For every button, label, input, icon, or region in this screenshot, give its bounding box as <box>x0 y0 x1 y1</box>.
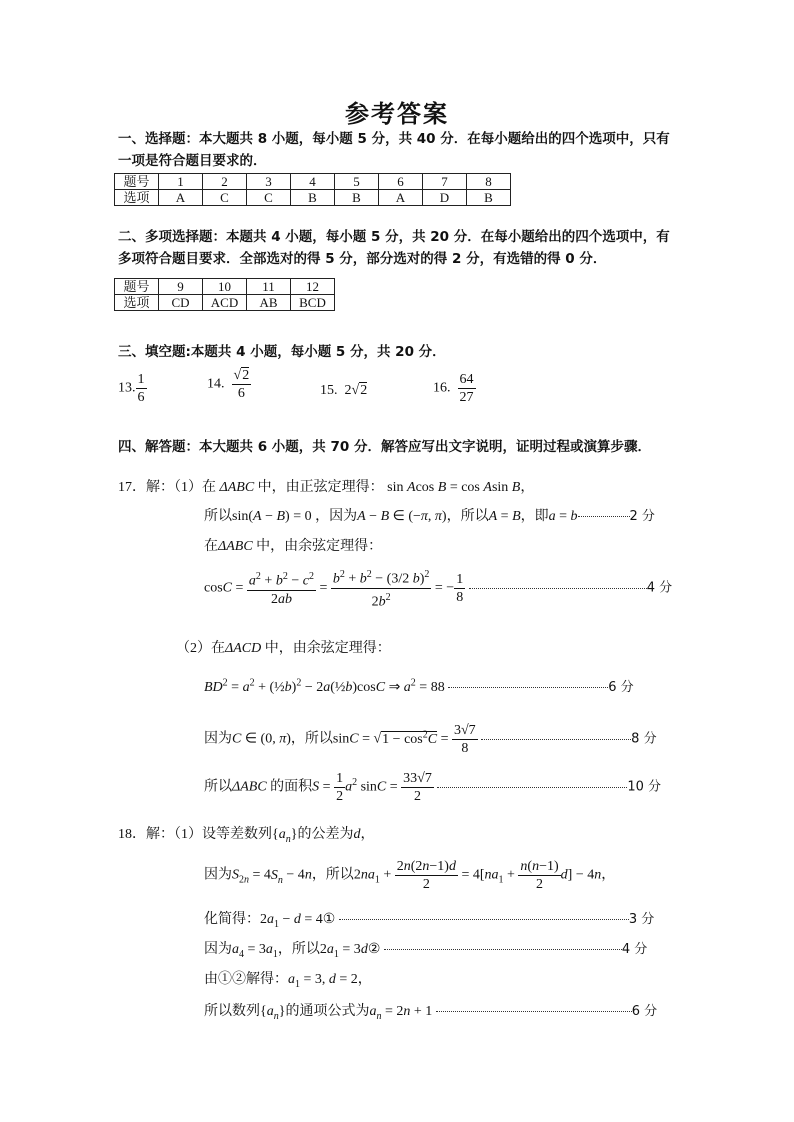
score-points: 6 分 <box>608 680 634 695</box>
section1-heading <box>118 128 688 172</box>
fraction-denominator: 6 <box>137 390 145 405</box>
table-header-cell: 选项 <box>115 190 159 206</box>
table-cell: C <box>203 190 247 206</box>
table-cell: 5 <box>335 174 379 190</box>
section2-heading-line1: 二、多项选择题：本题共 4 小题，每小题 5 分，共 20 分．在每小题给出的四个选项中，有 <box>118 229 670 245</box>
table-row <box>115 295 335 311</box>
p18-text: 的公差为 <box>297 827 354 842</box>
fraction-denominator: 27 <box>459 390 474 405</box>
table-cell: 12 <box>291 279 335 295</box>
table-cell: A <box>159 190 203 206</box>
p18-text: 因为 <box>204 867 232 883</box>
question-number: 13. <box>118 380 136 396</box>
table-cell: B <box>467 190 511 206</box>
section1-heading-line1: 一、选择题：本大题共 8 小题，每小题 5 分，共 40 分．在每小题给出的四个选项中，只有 <box>118 131 670 147</box>
p18-line2: 因为$S_{2n} = 4S_n - 4n$，所以$2na_1$ + $\frac{2n(2n-1)d}{2}$ = $4[na_1$ + $\frac{n(n-1)}{2}$ d] − 4n， <box>204 859 616 892</box>
score-points: 4 分 <box>646 580 673 596</box>
table-cell: D <box>423 190 467 206</box>
p17-line3: 在ΔABC 中，由余弦定理得： <box>204 539 383 554</box>
p18-text: 由①②解得： <box>204 972 288 987</box>
fraction-numerator: 1 <box>137 372 145 387</box>
p18-line3: 化简得：$2a_1 - d$ = 4① 3 分 <box>204 912 655 930</box>
table-header-cell: 选项 <box>115 295 159 311</box>
page-title: 参考答案 <box>345 100 449 128</box>
answer-14: 14. $\frac{√2}{6}$ <box>207 368 250 401</box>
fraction-denominator: 6 <box>237 386 245 401</box>
p17-text: 中，由正弦定理得： <box>257 480 384 495</box>
p17-text: ，即 <box>520 509 549 524</box>
table-row <box>115 279 335 295</box>
multi-choice-answer-table <box>114 278 335 311</box>
p17-text: 中，由余弦定理得： <box>264 641 391 656</box>
p17-cosC-formula: cosC = $\frac{a^2 + b^2 - c^2}{2ab}$ = $\frac{b^2 + b^2 - (3/2 b)^2}{2b^2}$ = − $\frac{1}{8}$ 4 分 <box>204 566 672 610</box>
p17-text: 在 <box>204 539 218 554</box>
p18-label: 18．解：（1）设等差数列 <box>118 827 272 842</box>
p18-line1: 18．解：（1）设等差数列$\{a_n\}$的公差为d， <box>118 827 375 845</box>
table-row <box>115 174 511 190</box>
p17-text: 所以 <box>204 779 232 795</box>
section2-heading-line2: 多项符合题目要求．全部选对的得 5 分，部分选对的得 2 分，有选错的得 0 分． <box>118 251 607 267</box>
p18-text: 化简得： <box>204 912 260 927</box>
p17-text: ，因为 <box>315 509 358 524</box>
table-cell: CD <box>159 295 203 311</box>
question-number: 16. <box>433 380 451 396</box>
p17-text: ，所以 <box>290 731 333 747</box>
p17-label: 17．解：（1）在 <box>118 480 216 495</box>
p17-text: ，所以 <box>446 509 489 524</box>
table-cell: B <box>291 190 335 206</box>
table-cell: ACD <box>203 295 247 311</box>
table-cell: 1 <box>159 174 203 190</box>
answer-13 <box>118 371 147 406</box>
table-cell: A <box>379 190 423 206</box>
table-cell: 7 <box>423 174 467 190</box>
table-row <box>115 190 511 206</box>
table-cell: 10 <box>203 279 247 295</box>
p17-line1: 17．解：（1）在 ΔABC 中，由正弦定理得： sin Acos B = cos Asin B， <box>118 480 535 495</box>
p17-text: 的面积 <box>270 779 313 795</box>
p18-line4: 因为$a_4 = 3a_1$，所以$2a_1$ = 3d② 4 分 <box>204 942 648 960</box>
fraction-numerator: 2 <box>242 368 250 383</box>
table-header-cell: 题号 <box>115 174 159 190</box>
section3-heading: 三、填空题:本题共 4 小题，每小题 5 分，共 20 分． <box>118 344 446 360</box>
p18-line5: 由①②解得：$a_1 = 3$, d = 2， <box>204 972 372 990</box>
p17-BD-formula: $BD^2 = a^2$ + (½b)$^2$ − 2a(½b)cosC ⇒ $a^2 = 88$ 6 分 <box>204 677 634 695</box>
p17-part2: （2）在ΔACD 中，由余弦定理得： <box>176 641 391 656</box>
p17-line2: 所以sin(A − B) = 0 ，因为A − B ∈ (−π, π)，所以A = B，即a = b 2 分 <box>204 509 655 524</box>
choice-answer-table <box>114 173 511 206</box>
p17-text: 中，由余弦定理得： <box>256 539 383 554</box>
table-cell: B <box>335 190 379 206</box>
table-cell: 11 <box>247 279 291 295</box>
p18-text: 的通项公式为 <box>285 1004 370 1019</box>
fraction-numerator: 64 <box>459 372 474 387</box>
table-cell: AB <box>247 295 291 311</box>
answer-coefficient: 2 <box>344 383 352 398</box>
p18-text: 所以数列 <box>204 1004 260 1019</box>
answer-15: 15. 2√2 <box>320 383 368 398</box>
p17-text: 因为 <box>204 731 232 747</box>
p18-text: ，所以 <box>311 867 354 883</box>
p18-text: 因为 <box>204 942 232 957</box>
p18-text: ，所以 <box>277 942 320 957</box>
table-cell: BCD <box>291 295 335 311</box>
table-cell: C <box>247 190 291 206</box>
table-cell: 9 <box>159 279 203 295</box>
question-number: 14. <box>207 376 225 392</box>
score-points: 4 分 <box>621 942 648 957</box>
score-points: 2 分 <box>629 509 655 524</box>
p17-area: 所以ΔABC 的面积S = $\frac{1}{2}$ $a^2$ sinC = $\frac{33√7}{2}$ 10 分 <box>204 771 662 804</box>
p17-text: （2）在 <box>176 641 225 656</box>
p18-line6: 所以数列$\{a_n\}$的通项公式为$a_n = 2n + 1$ 6 分 <box>204 1004 658 1022</box>
score-points: 3 分 <box>628 912 655 927</box>
table-cell: 4 <box>291 174 335 190</box>
table-cell: 8 <box>467 174 511 190</box>
question-number: 15. <box>320 383 338 398</box>
answer-16 <box>433 371 476 406</box>
p17-sinC: 因为C ∈ (0, π)，所以$\sin C = √1 - \cos^2C$ = $\frac{3√7}{8}$ 8 分 <box>204 723 657 756</box>
score-points: 6 分 <box>631 1004 658 1019</box>
section4-heading: 四、解答题：本大题共 6 小题，共 70 分．解答应写出文字说明，证明过程或演算步骤． <box>118 439 651 455</box>
table-cell: 2 <box>203 174 247 190</box>
table-cell: 6 <box>379 174 423 190</box>
table-cell: 3 <box>247 174 291 190</box>
section1-heading-line2: 一项是符合题目要求的． <box>118 153 267 169</box>
section2-heading <box>118 226 688 270</box>
p17-text: 所以 <box>204 509 232 524</box>
score-points: 8 分 <box>631 731 657 747</box>
answer-radicand: 2 <box>360 383 368 398</box>
table-header-cell: 题号 <box>115 279 159 295</box>
score-points: 10 分 <box>627 779 662 795</box>
